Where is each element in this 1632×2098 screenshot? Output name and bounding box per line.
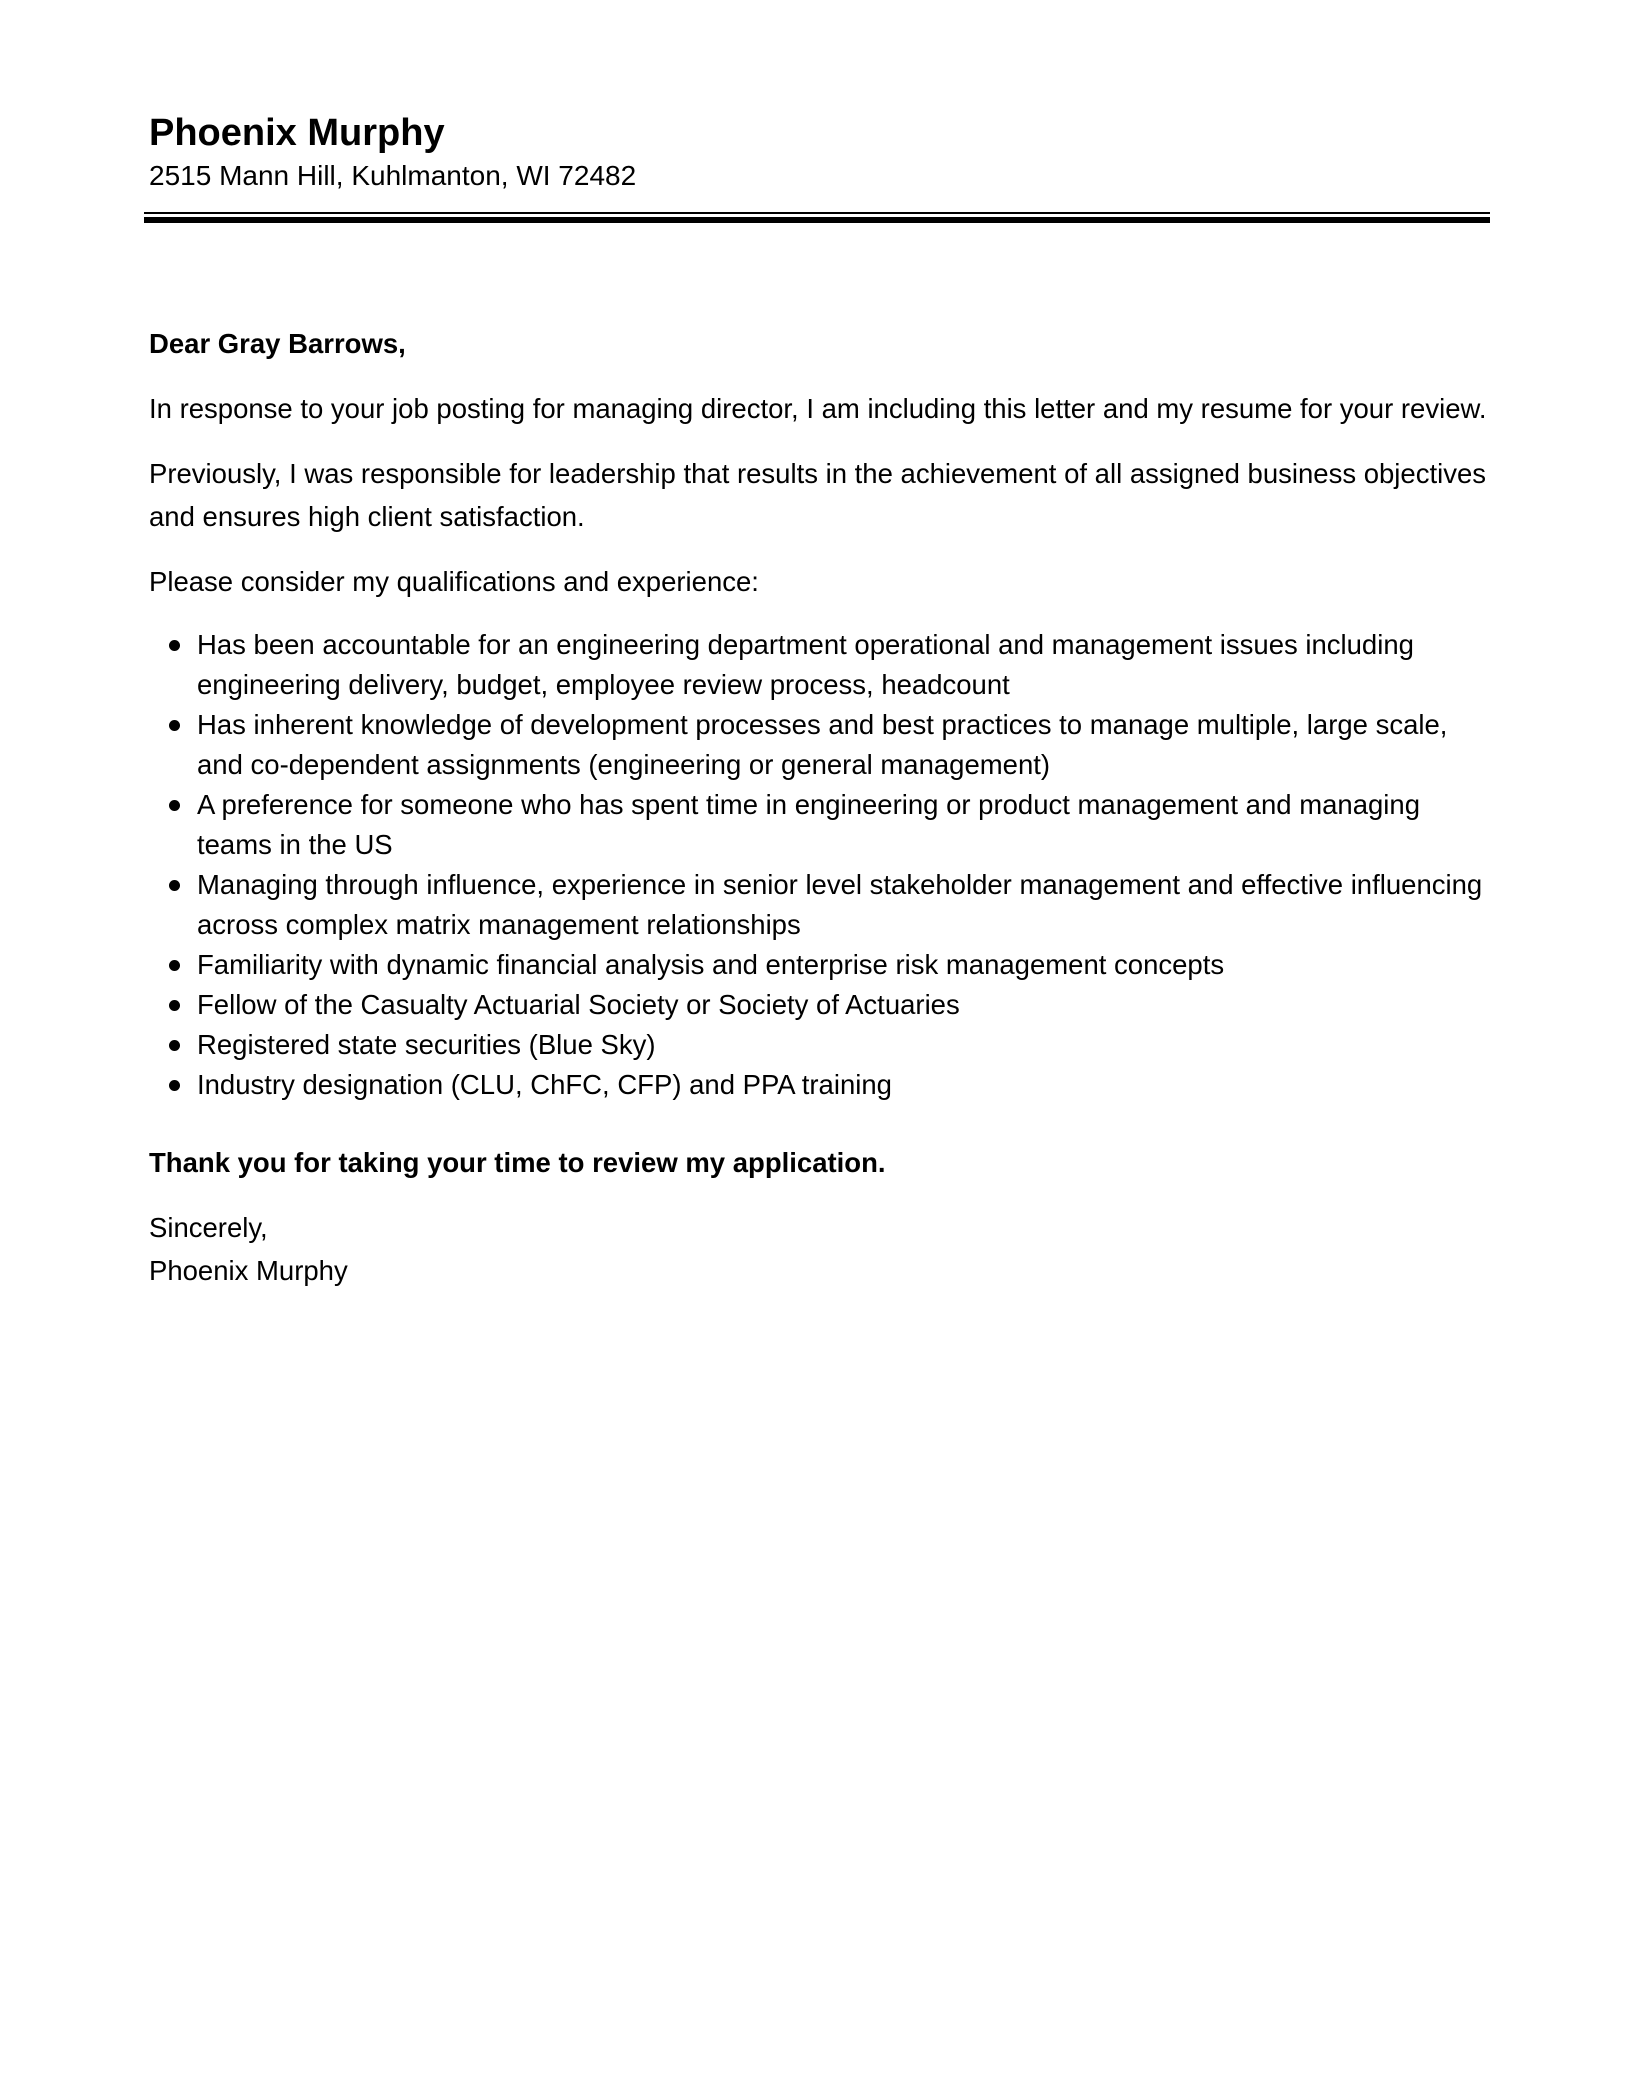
- letter-header: [149, 110, 1484, 194]
- list-item: [149, 785, 1494, 865]
- list-item-text: A preference for someone who has spent time in engineering or product management and managing teams in the US: [197, 789, 1420, 860]
- list-item: [149, 625, 1494, 705]
- header-divider: [144, 212, 1490, 223]
- signoff: Sincerely,: [149, 1212, 268, 1243]
- list-item-text: Registered state securities (Blue Sky): [197, 1029, 656, 1060]
- bullet-icon: [169, 1040, 180, 1051]
- qualifications-intro: Please consider my qualifications and experience:: [149, 566, 759, 597]
- list-item: [149, 865, 1494, 945]
- sender-address: 2515 Mann Hill, Kuhlmanton, WI 72482: [149, 160, 637, 191]
- list-item: [149, 985, 1494, 1025]
- experience-paragraph: Previously, I was responsible for leadership that results in the achievement of all assigned business objectives and ensures high client satisfaction.: [149, 458, 1486, 532]
- qualifications-list: [149, 625, 1494, 1105]
- list-item: [149, 945, 1494, 985]
- intro-paragraph: In response to your job posting for managing director, I am including this letter and my resume for your review.: [149, 393, 1487, 424]
- list-item-text: Has been accountable for an engineering department operational and management issues including engineering delivery, budget, employee review process, headcount: [197, 629, 1414, 700]
- bullet-icon: [169, 800, 180, 811]
- list-item-text: Fellow of the Casualty Actuarial Society or Society of Actuaries: [197, 989, 960, 1020]
- list-item-text: Managing through influence, experience in senior level stakeholder management and effective influencing across complex matrix management relationships: [197, 869, 1483, 940]
- header-divider-thin-line: [144, 212, 1490, 214]
- sender-name: Phoenix Murphy: [149, 112, 445, 154]
- bullet-icon: [169, 1000, 180, 1011]
- bullet-icon: [169, 880, 180, 891]
- header-divider-thick-line: [144, 217, 1490, 223]
- letter-body: [149, 322, 1494, 1292]
- bullet-icon: [169, 640, 180, 651]
- list-item: [149, 1065, 1494, 1105]
- list-item: [149, 1025, 1494, 1065]
- list-item: [149, 705, 1494, 785]
- list-item-text: Has inherent knowledge of development processes and best practices to manage multiple, large scale, and co-dependent assignments (engineering or general management): [197, 709, 1448, 780]
- list-item-text: Familiarity with dynamic financial analysis and enterprise risk management concepts: [197, 949, 1225, 980]
- salutation: Dear Gray Barrows,: [149, 328, 406, 359]
- bullet-icon: [169, 720, 180, 731]
- list-item-text: Industry designation (CLU, ChFC, CFP) and PPA training: [197, 1069, 892, 1100]
- signature-name: Phoenix Murphy: [149, 1255, 348, 1286]
- bullet-icon: [169, 1080, 180, 1091]
- bullet-icon: [169, 960, 180, 971]
- closing-line: Thank you for taking your time to review my application.: [149, 1147, 886, 1178]
